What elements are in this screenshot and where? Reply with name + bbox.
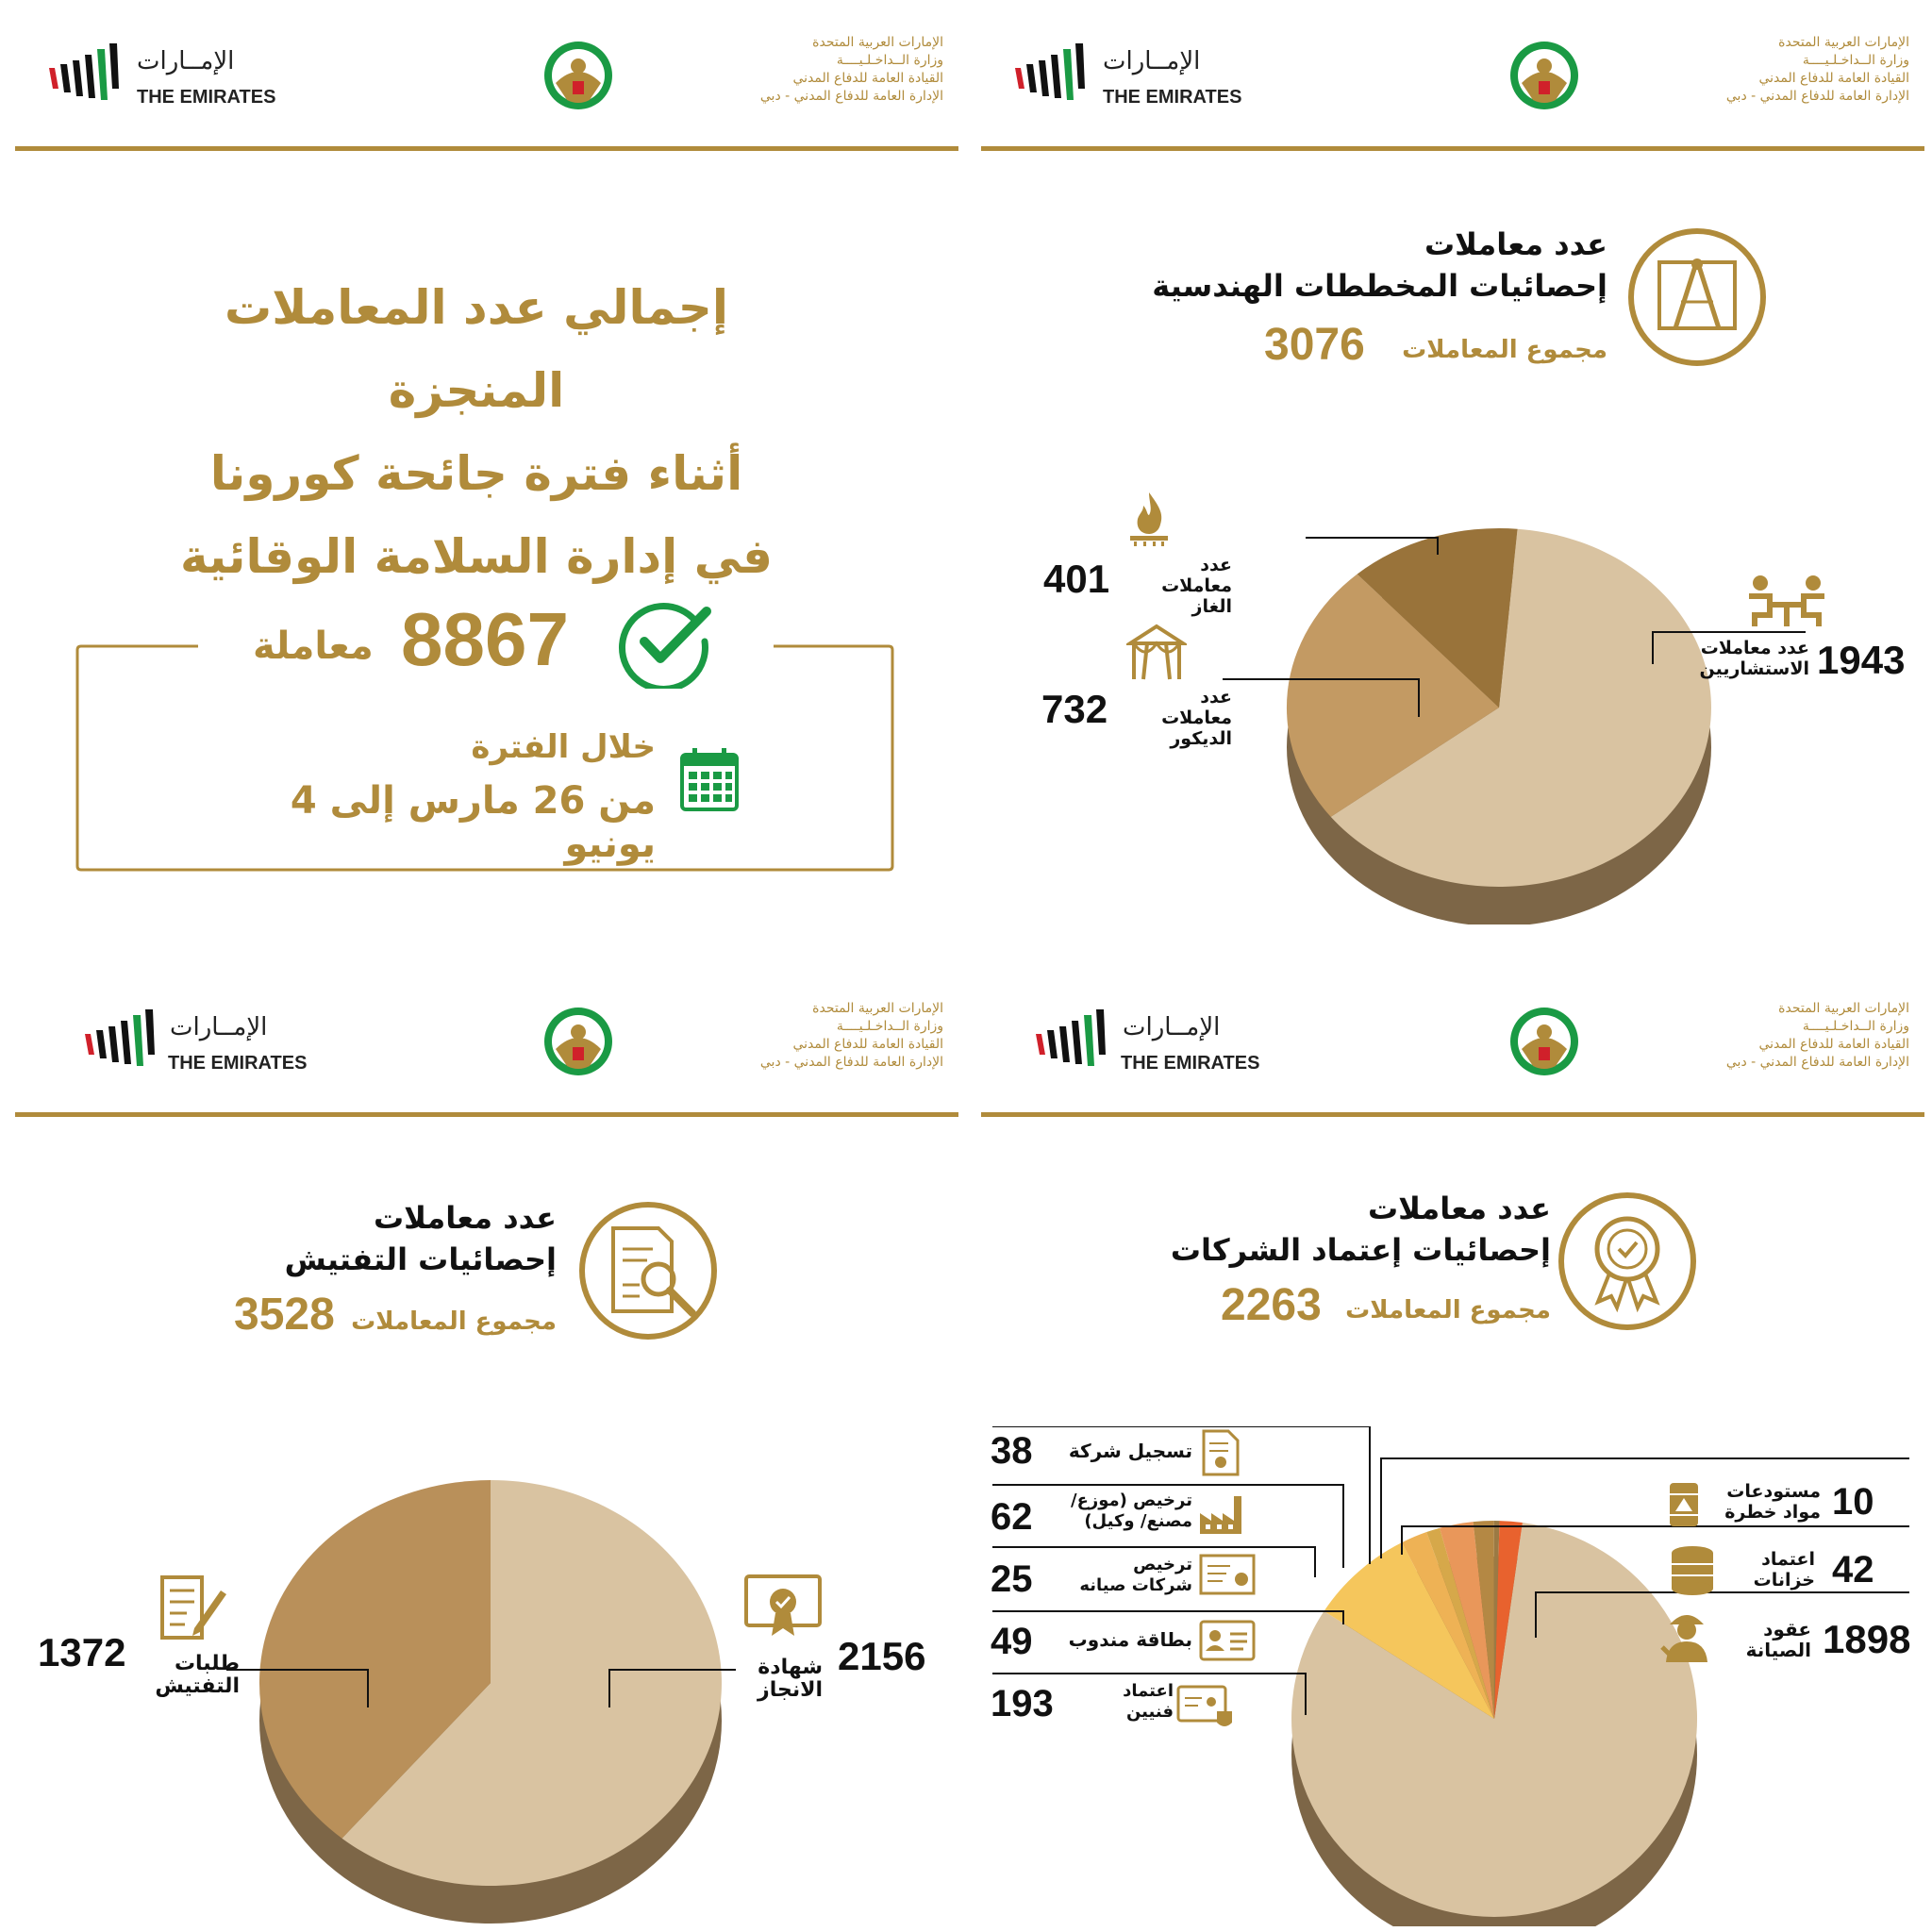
- decor-label: [1126, 687, 1232, 749]
- company-registration-value: 38: [991, 1430, 1033, 1472]
- hazard-warehouse-label-line: مواد خطرة: [1724, 1502, 1821, 1523]
- factory-icon: [1198, 1492, 1245, 1536]
- section-total-label: مجموع المعاملات: [1345, 1296, 1551, 1324]
- ministry-line: الإدارة العامة للدفاع المدني - دبي: [1725, 89, 1909, 104]
- license-icon: [1198, 1553, 1257, 1598]
- gas-value: 401: [1043, 557, 1110, 601]
- technicians-value: 193: [991, 1683, 1054, 1724]
- completion-label-line: الانجاز: [758, 1678, 823, 1702]
- pie-chart-slices: [259, 1480, 722, 1924]
- emirates-logo-bars-icon: [47, 40, 132, 115]
- emblem-crest-icon: [542, 38, 614, 113]
- ministry-text-block: [1598, 1000, 1909, 1072]
- panel-header: [0, 966, 966, 1122]
- pie-chart-slices: [1291, 1521, 1697, 1926]
- decor-value: 732: [1041, 687, 1108, 731]
- hazard-warehouse-label: [1702, 1481, 1821, 1523]
- emirates-logo-english: THE EMIRATES: [168, 1053, 308, 1074]
- representative-card-value: 49: [991, 1621, 1033, 1662]
- ministry-line: وزارة الــداخـلـيــــة: [836, 53, 943, 68]
- ministry-line: الإدارة العامة للدفاع المدني - دبي: [1725, 1055, 1909, 1070]
- decor-label-line: عدد معاملات: [1161, 687, 1232, 728]
- tanks-label: [1721, 1549, 1815, 1591]
- maintenance-contracts-label-line: عقود: [1763, 1618, 1811, 1641]
- summary-title: [132, 266, 821, 598]
- inspection-requests-label-line: طلبات: [174, 1652, 240, 1675]
- panel-header: [966, 0, 1932, 156]
- inspection-panel: [0, 966, 966, 1932]
- ministry-text-block: [632, 1000, 943, 1072]
- emirates-logo-english: THE EMIRATES: [1121, 1053, 1260, 1074]
- leader-line: [992, 1611, 1343, 1624]
- completion-label-line: شهادة: [758, 1656, 823, 1679]
- ministry-line: القيادة العامة للدفاع المدني: [792, 71, 943, 86]
- distributor-license-label: [1060, 1491, 1192, 1532]
- section-subheading: إحصائيات التفتيش: [284, 1241, 557, 1277]
- ministry-line: الإمارات العربية المتحدة: [1778, 35, 1909, 50]
- emirates-logo-arabic: الإمــارات: [1103, 47, 1201, 75]
- consultants-icon: [1741, 574, 1832, 630]
- inspection-requests-label: [142, 1653, 240, 1698]
- consultants-label-line: الاستشاريين: [1699, 658, 1809, 679]
- registration-doc-icon: [1200, 1428, 1241, 1477]
- worker-icon: [1660, 1606, 1713, 1664]
- award-badge-icon: [1557, 1191, 1698, 1332]
- section-total-value: 3528: [234, 1290, 335, 1340]
- engineering-panel: [966, 0, 1932, 966]
- header-divider: [15, 146, 958, 151]
- consultants-label-line: عدد معاملات: [1700, 638, 1809, 658]
- emirates-logo-bars-icon: [1034, 1006, 1119, 1081]
- ministry-line: الإمارات العربية المتحدة: [1778, 1001, 1909, 1016]
- panel-header: [966, 966, 1932, 1122]
- period-label: خلال الفترة: [471, 728, 656, 766]
- summary-panel: [0, 0, 966, 966]
- ministry-line: القيادة العامة للدفاع المدني: [1758, 71, 1909, 86]
- emirates-logo-english: THE EMIRATES: [1103, 87, 1242, 108]
- summary-title-line: أثناء فترة جائحة كورونا: [209, 446, 743, 501]
- gas-label-line: عدد معاملات: [1161, 555, 1232, 596]
- distributor-license-value: 62: [991, 1496, 1033, 1538]
- id-card-icon: [1198, 1619, 1257, 1662]
- representative-card-label: بطاقة مندوب: [1068, 1628, 1192, 1651]
- inspection-requests-label-line: التفتيش: [155, 1674, 240, 1698]
- calendar-icon: [679, 745, 740, 813]
- emirates-logo-arabic: الإمــارات: [1123, 1013, 1221, 1041]
- drafting-compass-icon: [1626, 226, 1768, 368]
- emblem-crest-icon: [1508, 38, 1580, 113]
- emirates-logo-arabic: الإمــارات: [170, 1013, 268, 1041]
- emirates-logo-bars-icon: [1013, 40, 1098, 115]
- section-heading: عدد معاملات: [1424, 226, 1607, 262]
- summary-title-line: في إدارة السلامة الوقائية: [179, 529, 774, 584]
- header-divider: [15, 1112, 958, 1117]
- summary-total-unit: معاملة: [253, 625, 374, 668]
- form-pen-icon: [157, 1574, 228, 1641]
- tanks-value: 42: [1832, 1549, 1874, 1591]
- section-subheading: إحصائيات المخططات الهندسية: [1152, 268, 1607, 304]
- section-total-label: مجموع المعاملات: [351, 1307, 557, 1336]
- gas-label-line: الغاز: [1191, 596, 1232, 617]
- section-total-value: 2263: [1221, 1280, 1322, 1330]
- gas-label: [1126, 555, 1232, 617]
- completion-value: 2156: [838, 1634, 926, 1678]
- gazebo-icon: [1126, 623, 1187, 683]
- section-heading: عدد معاملات: [1367, 1191, 1551, 1226]
- maintenance-contracts-value: 1898: [1823, 1617, 1911, 1661]
- emirates-logo-english: THE EMIRATES: [137, 87, 276, 108]
- ministry-line: وزارة الــداخـلـيــــة: [1802, 53, 1909, 68]
- technicians-label-line: فنيين: [1125, 1702, 1174, 1722]
- emirates-logo-bars-icon: [83, 1006, 168, 1081]
- distributor-license-label-line: مصنع/ وكيل): [1084, 1511, 1192, 1531]
- maintenance-contracts-label-line: الصيانة: [1745, 1639, 1811, 1661]
- document-search-icon: [577, 1200, 719, 1341]
- ministry-line: الإمارات العربية المتحدة: [812, 35, 943, 50]
- consultants-label: [1666, 638, 1809, 679]
- ministry-text-block: [1598, 34, 1909, 106]
- ministry-line: الإدارة العامة للدفاع المدني - دبي: [759, 1055, 943, 1070]
- summary-total-value: 8867: [401, 597, 569, 681]
- hazard-warehouse-value: 10: [1832, 1481, 1874, 1523]
- inspection-requests-value: 1372: [38, 1630, 126, 1674]
- period-range: من 26 مارس إلى 4 يونيو: [290, 779, 656, 866]
- ministry-line: وزارة الــداخـلـيــــة: [1802, 1019, 1909, 1034]
- tank-icon: [1668, 1543, 1717, 1596]
- maintenance-license-label-line: ترخيص: [1133, 1555, 1192, 1574]
- hazard-barrel-icon: [1668, 1481, 1700, 1528]
- tanks-label-line: خزانات: [1753, 1570, 1815, 1591]
- pie-chart-slices: [1287, 528, 1711, 924]
- distributor-license-label-line: ترخيص (موزع/: [1071, 1491, 1192, 1510]
- gas-flame-icon: [1124, 489, 1174, 547]
- completion-label: [732, 1657, 823, 1702]
- hazard-warehouse-label-line: مستودعات: [1726, 1481, 1821, 1502]
- ministry-line: الإدارة العامة للدفاع المدني - دبي: [759, 89, 943, 104]
- company-registration-label: تسجيل شركة: [1068, 1440, 1192, 1462]
- header-divider: [981, 146, 1924, 151]
- section-heading: عدد معاملات: [373, 1200, 557, 1236]
- ministry-line: وزارة الــداخـلـيــــة: [836, 1019, 943, 1034]
- certificate-icon: [743, 1574, 823, 1640]
- technicians-label: [1079, 1681, 1174, 1723]
- section-total-label: مجموع المعاملات: [1402, 336, 1607, 364]
- emirates-logo-arabic: الإمــارات: [137, 47, 235, 75]
- emblem-crest-icon: [1508, 1004, 1580, 1079]
- section-subheading: إحصائيات إعتماد الشركات: [1170, 1232, 1551, 1268]
- emblem-crest-icon: [542, 1004, 614, 1079]
- maintenance-contracts-label: [1711, 1619, 1811, 1660]
- technicians-label-line: اعتماد: [1123, 1681, 1174, 1701]
- companies-panel: [966, 966, 1932, 1932]
- maintenance-license-value: 25: [991, 1558, 1033, 1600]
- summary-title-line: إجمالي عدد المعاملات المنجزة: [225, 280, 728, 418]
- section-total-value: 3076: [1264, 320, 1365, 370]
- consultants-value: 1943: [1817, 638, 1906, 682]
- decor-label-line: الديكور: [1170, 728, 1232, 749]
- ministry-line: القيادة العامة للدفاع المدني: [1758, 1037, 1909, 1052]
- ministry-line: الإمارات العربية المتحدة: [812, 1001, 943, 1016]
- ministry-line: القيادة العامة للدفاع المدني: [792, 1037, 943, 1052]
- maintenance-license-label-line: شركات صيانه: [1079, 1575, 1192, 1595]
- maintenance-license-label: [1060, 1555, 1192, 1596]
- id-badge-icon: [1175, 1681, 1236, 1732]
- ministry-text-block: [632, 34, 943, 106]
- panel-header: [0, 0, 966, 156]
- tanks-label-line: اعتماد: [1761, 1549, 1815, 1570]
- check-circle-icon: [618, 594, 712, 689]
- header-divider: [981, 1112, 1924, 1117]
